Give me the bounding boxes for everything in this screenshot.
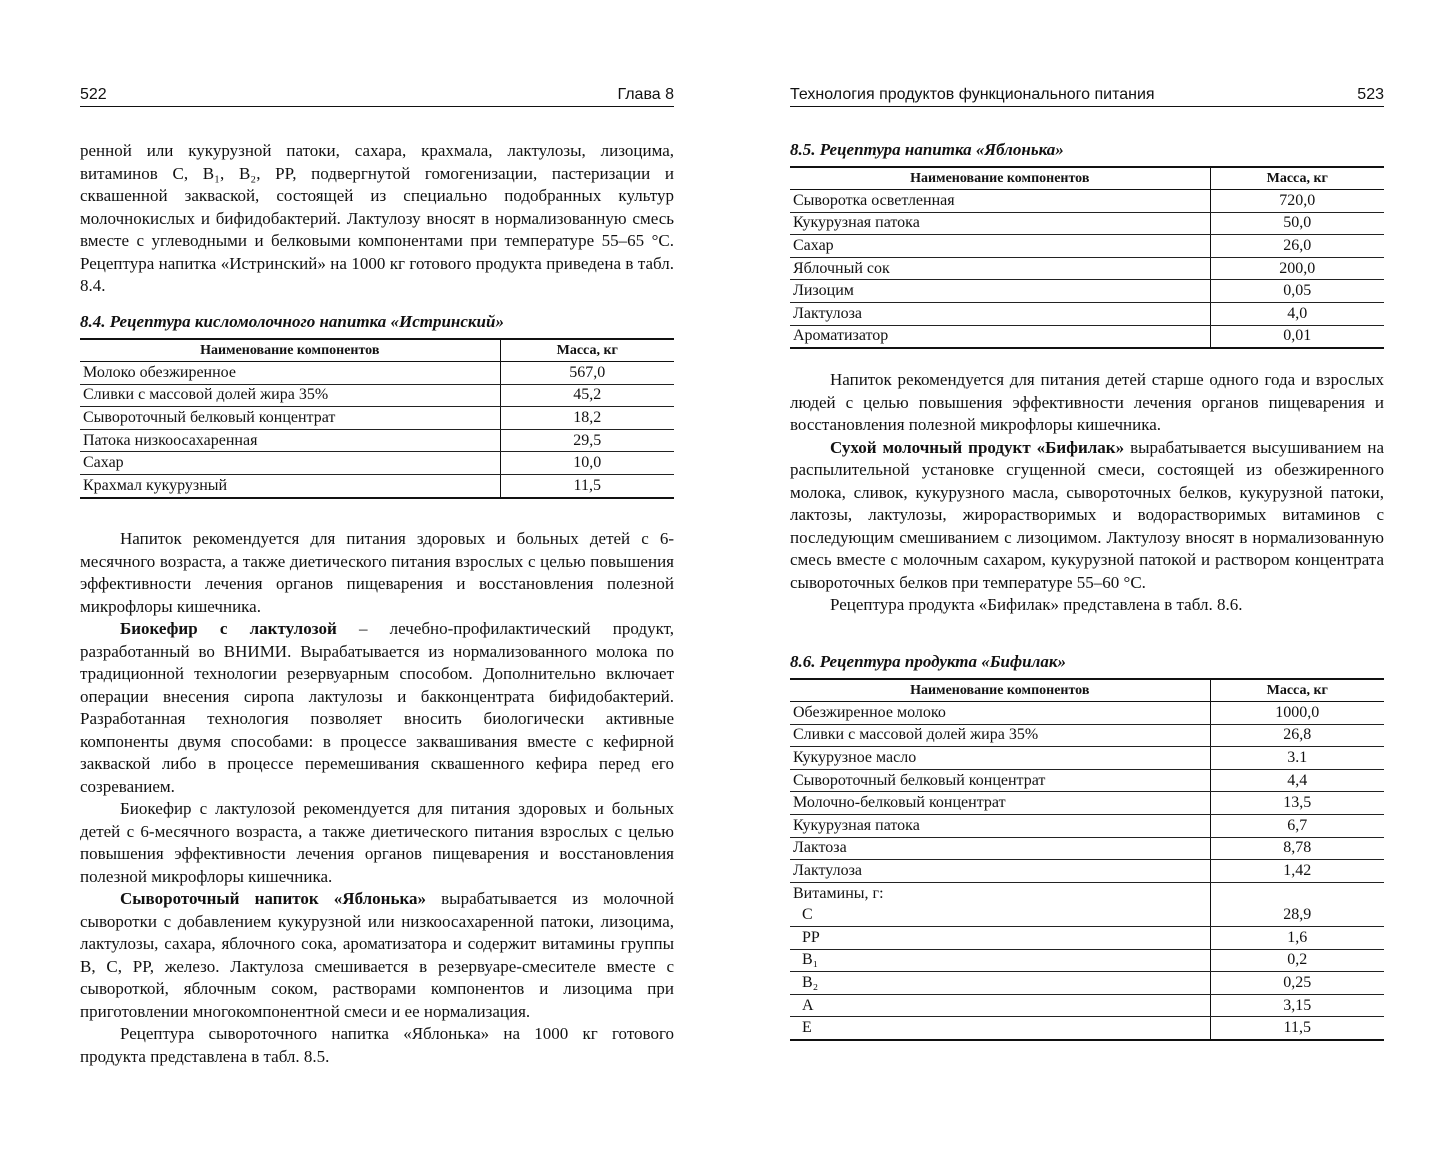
header-components: Наименование компонентов	[790, 679, 1210, 702]
component-name-cell: C	[790, 904, 1210, 926]
body-text-left	[80, 528, 674, 1068]
paragraph-yablonka	[80, 888, 674, 1023]
table-row	[80, 474, 674, 497]
table-row	[790, 837, 1384, 860]
table-header-row	[80, 339, 674, 362]
component-name-cell: Крахмал кукурузный	[80, 474, 500, 497]
intro-paragraph-block	[80, 140, 674, 298]
table-row	[790, 212, 1384, 235]
running-head-right	[790, 84, 1384, 107]
component-name-cell: Сахар	[80, 452, 500, 475]
mass-value-cell: 11,5	[1283, 1019, 1311, 1037]
chapter-title: Глава 8	[617, 86, 674, 103]
mass-value-cell: 13,5	[1210, 792, 1384, 815]
component-name-cell: Сливки с массовой долей жира 35%	[790, 724, 1210, 747]
table-row	[80, 429, 674, 452]
table-row	[790, 190, 1384, 213]
table-row	[790, 792, 1384, 815]
mass-value-cell: 0,2	[1210, 949, 1384, 972]
component-name-cell: Сывороточный белковый концентрат	[790, 769, 1210, 792]
paragraph-bifilak	[790, 437, 1384, 595]
table-row	[790, 860, 1384, 883]
running-title: Технология продуктов функционального питания	[790, 86, 1155, 103]
table-8-4-caption: 8.4. Рецептура кисломолочного напитка «Истринский»	[80, 312, 504, 331]
mass-value-cell: 3,15	[1210, 994, 1384, 1017]
bifilak-heading: Сухой молочный продукт «Бифилак»	[830, 437, 1125, 457]
component-name-cell: Яблочный сок	[790, 257, 1210, 280]
mass-value-cell: 10,0	[500, 452, 674, 475]
paragraph-biokefir	[80, 618, 674, 798]
component-name-cell: Патока низкоосахаренная	[80, 429, 500, 452]
component-name-cell: B₂	[790, 972, 1210, 995]
header-components: Наименование компонентов	[80, 339, 500, 362]
component-name-cell: Молочно-белковый концентрат	[790, 792, 1210, 815]
mass-value-cell: 1000,0	[1210, 702, 1384, 725]
table-8-4	[80, 338, 674, 499]
table-row	[790, 882, 1384, 904]
component-name-cell: Кукурузное масло	[790, 747, 1210, 770]
component-name-cell: Кукурузная патока	[790, 814, 1210, 837]
mass-value-cell: 26,0	[1210, 235, 1384, 258]
component-name-cell: Сывороточный белковый концентрат	[80, 407, 500, 430]
left-page	[80, 0, 674, 1162]
component-name-cell: Кукурузная патока	[790, 212, 1210, 235]
table-8-6	[790, 678, 1384, 1041]
table-row	[790, 769, 1384, 792]
component-name-cell: Обезжиренное молоко	[790, 702, 1210, 725]
table-8-6-caption: 8.6. Рецептура продукта «Бифилак»	[790, 652, 1066, 671]
paragraph-recipe-ref-right: Рецептура продукта «Бифилак» представлена в табл. 8.6.	[830, 595, 1243, 614]
table-row	[790, 302, 1384, 325]
running-head-left	[80, 84, 674, 107]
table-row	[790, 724, 1384, 747]
mass-value-cell: 0,25	[1210, 972, 1384, 995]
component-name-cell: Молоко обезжиренное	[80, 362, 500, 385]
mass-value-cell: 29,5	[500, 429, 674, 452]
component-name-cell: Витамины, г:	[790, 882, 1210, 904]
mass-value-cell: 4,4	[1210, 769, 1384, 792]
table-row	[790, 994, 1384, 1017]
table-row	[790, 1017, 1384, 1040]
component-name-cell: A	[790, 994, 1210, 1017]
component-name-cell: E	[790, 1017, 1210, 1040]
mass-value-cell: 1,42	[1210, 860, 1384, 883]
table-row	[790, 325, 1384, 348]
table-row	[790, 747, 1384, 770]
body-text-right	[790, 369, 1384, 617]
table-header-row	[790, 679, 1384, 702]
biokefir-heading: Биокефир с лактулозой	[120, 619, 337, 638]
mass-value-cell: 0,01	[1283, 327, 1312, 345]
header-mass: Масса, кг	[1210, 679, 1384, 702]
mass-value-cell	[1210, 882, 1384, 904]
paragraph-recipe-ref: Рецептура сывороточного напитка «Яблонька» на 1000 кг готового продукта представлена в табл. 8.5.	[80, 1024, 674, 1066]
component-name-cell: Лактоза	[790, 837, 1210, 860]
component-name-cell: Сыворотка осветленная	[790, 190, 1210, 213]
component-name-cell: Лизоцим	[790, 280, 1210, 303]
table-row	[80, 362, 674, 385]
yablonka-heading: Сывороточный напиток «Яблонька»	[120, 889, 427, 908]
table-row	[790, 949, 1384, 972]
table-row	[80, 384, 674, 407]
component-name-cell: Сливки с массовой долей жира 35%	[80, 384, 500, 407]
table-row	[790, 257, 1384, 280]
component-name-cell: B₁	[790, 949, 1210, 972]
paragraph-biokefir-recommend: Биокефир с лактулозой рекомендуется для питания здоровых и больных детей с 6-месячного возраста, а также диетического питания взрослых с целью повышения эффективности лечения органов пищеварения и восстановления полезной микрофлоры кишечника.	[80, 799, 674, 886]
component-name-cell: Лактулоза	[790, 302, 1210, 325]
mass-value-cell: 28,9	[1210, 904, 1384, 926]
component-name-cell: Сахар	[790, 235, 1210, 258]
mass-value-cell: 720,0	[1210, 190, 1384, 213]
mass-value-cell: 3.1	[1210, 747, 1384, 770]
mass-value-cell: 50,0	[1210, 212, 1384, 235]
mass-value-cell: 4,0	[1210, 302, 1384, 325]
mass-value-cell: 26,8	[1210, 724, 1384, 747]
intro-paragraph: ренной или кукурузной патоки, сахара, крахмала, лактулозы, лизоцима, витаминов C, B₁, B₂, PP, подвергнутой гомогенизации, пастеризации и сквашенной закваской, состоящей из специально подобранных культур молочнокислых и бифидобактерий. Лактулозу вносят в нормализованную смесь вместе с углеводными и белковыми компонентами при температуре 55–65 °С. Рецептура напитка «Истринский» на 1000 кг готового продукта приведена в табл. 8.4.	[80, 141, 674, 295]
paragraph-recommend-right: Напиток рекомендуется для питания детей старше одного года и взрослых людей с целью повышения эффективности лечения органов пищеварения и восстановления полезной микрофлоры кишечника.	[790, 370, 1384, 434]
right-page	[790, 0, 1384, 1162]
mass-value-cell: 8,78	[1210, 837, 1384, 860]
mass-value-cell: 18,2	[500, 407, 674, 430]
header-mass: Масса, кг	[500, 339, 674, 362]
paragraph-recommend: Напиток рекомендуется для питания здоровых и больных детей с 6-месячного возраста, а также диетического питания взрослых с целью повышения эффективности лечения органов пищеварения и восстановления полезной микрофлоры кишечника.	[80, 529, 674, 616]
table-row	[790, 972, 1384, 995]
mass-value-cell: 6,7	[1210, 814, 1384, 837]
table-8-5-caption: 8.5. Рецептура напитка «Яблонька»	[790, 140, 1064, 159]
component-name-cell: Лактулоза	[790, 860, 1210, 883]
bifilak-text: вырабатывается высушиванием на распылительной установке сгущенной смеси, состоящей из обезжиренного молока, сливок, кукурузного масла, сывороточных белков, кукурузной патоки, лактозы, лактулозы, жирорастворимых и водорастворимых витаминов с последующим смешиванием с лизоцимом. Лактулозу вносят в нормализованную смесь вместе с молочным сахаром, кукурузной патокой и раствором концентрата сывороточных белков при температуре 55–60 °С.	[790, 437, 1384, 592]
page-number-left: 522	[80, 86, 107, 103]
header-mass: Масса, кг	[1210, 167, 1384, 190]
table-row	[790, 814, 1384, 837]
table-row	[790, 904, 1384, 926]
mass-value-cell: 11,5	[573, 476, 601, 494]
table-row	[80, 407, 674, 430]
table-row	[790, 280, 1384, 303]
mass-value-cell: 1,6	[1210, 926, 1384, 949]
page-number-right: 523	[1357, 86, 1384, 103]
header-components: Наименование компонентов	[790, 167, 1210, 190]
component-name-cell: Ароматизатор	[790, 325, 1210, 348]
biokefir-text: – лечебно-профилактический продукт, разработанный во ВНИМИ. Вырабатывается из нормализованного молока по традиционной технологии резервуарным способом. Дополнительно включает операции внесения сиропа лактулозы и бакконцентрата бифидобактерий. Разработанная технология позволяет вносить биологически активные компоненты двумя способами: в процессе заквашивания вместе с кефирной закваской либо в процессе перемешивания сквашенного кефира перед его созреванием.	[80, 619, 675, 796]
component-name-cell: PP	[790, 926, 1210, 949]
table-8-5	[790, 166, 1384, 349]
mass-value-cell: 0,05	[1210, 280, 1384, 303]
table-row	[80, 452, 674, 475]
mass-value-cell: 200,0	[1210, 257, 1384, 280]
table-row	[790, 702, 1384, 725]
yablonka-text: вырабатывается из молочной сыворотки с добавлением кукурузной или низкоосахаренной патоки, лизоцима, лактулозы, сахара, яблочного сока, ароматизатора и содержит витамины группы B, C, PP, железо. Лактулоза смешивается в резервуаре-смесителе вместе с сывороткой, яблочным соком, растворами компонентов и лизоцима при приготовлении многокомпонентной смеси и ее нормализация.	[80, 889, 674, 1021]
mass-value-cell: 45,2	[500, 384, 674, 407]
mass-value-cell: 567,0	[500, 362, 674, 385]
table-row	[790, 926, 1384, 949]
table-header-row	[790, 167, 1384, 190]
table-row	[790, 235, 1384, 258]
